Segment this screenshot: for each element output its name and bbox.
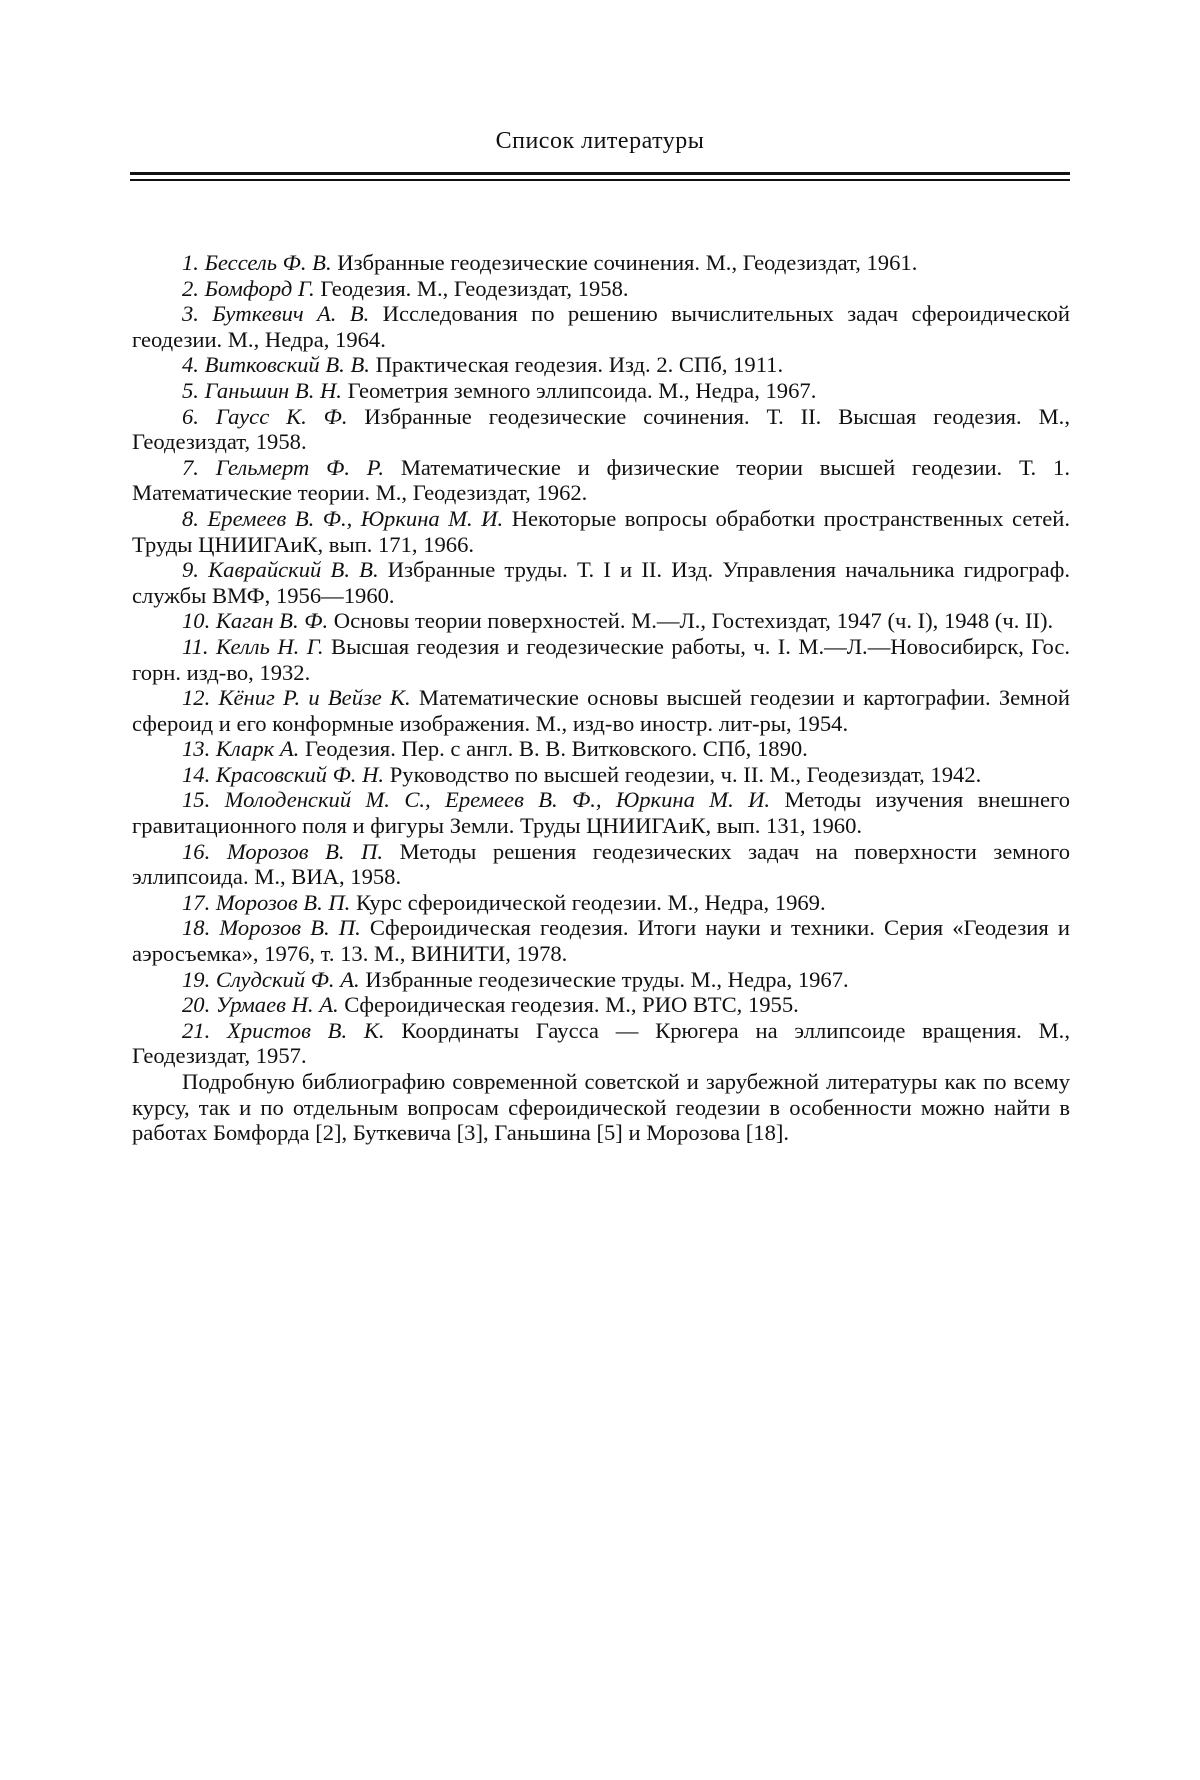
reference-author: Кларк А. (216, 736, 299, 761)
reference-author: Ганьшин В. Н. (205, 378, 342, 403)
reference-number: 7. (182, 455, 199, 480)
reference-author: Молоденский М. С., Еремеев В. Ф., Юркина М. И. (225, 787, 770, 812)
reference-text: Координаты Гаусса — Крюгера на эллипсоиде вращения. М., Геодезиздат, 1957. (132, 1018, 1070, 1069)
reference-author: Келль Н. Г. (216, 634, 324, 659)
reference-list (132, 250, 1070, 1146)
reference-number: 4. (182, 352, 199, 377)
reference-number: 13. (182, 736, 210, 761)
reference-text: Избранные геодезические сочинения. М., Геодезиздат, 1961. (337, 250, 917, 275)
reference-number: 11. (182, 634, 209, 659)
reference-item (132, 378, 1070, 404)
reference-author: Гаусс К. Ф. (216, 404, 348, 429)
reference-text: Математические и физические теории высшей геодезии. Т. 1. Математические теории. М., Геодезиздат, 1962. (132, 455, 1070, 506)
reference-text: Исследования по решению вычислительных задач сфероидической геодезии. М., Недра, 1964. (132, 301, 1070, 352)
reference-text: Руководство по высшей геодезии, ч. II. М., Геодезиздат, 1942. (390, 762, 982, 787)
reference-item (132, 634, 1070, 685)
document-page (0, 0, 1200, 1780)
reference-item (132, 352, 1070, 378)
reference-text: Избранные геодезические труды. М., Недра, 1967. (365, 967, 848, 992)
reference-text: Сфероидическая геодезия. Итоги науки и техники. Серия «Геодезия и аэросъемка», 1976, т. 13. М., ВИНИТИ, 1978. (132, 915, 1070, 966)
reference-author: Морозов В. П. (227, 839, 383, 864)
reference-author: Кёниг Р. и Вейзе К. (218, 685, 410, 710)
reference-number: 19. (182, 967, 210, 992)
reference-item (132, 736, 1070, 762)
reference-text: Геометрия земного эллипсоида. М., Недра, 1967. (348, 378, 817, 403)
reference-number: 1. (182, 250, 199, 275)
reference-item (132, 301, 1070, 352)
reference-item (132, 506, 1070, 557)
reference-text: Геодезия. Пер. с англ. В. В. Витковского. СПб, 1890. (305, 736, 808, 761)
reference-author: Морозов В. П. (219, 915, 360, 940)
reference-number: 8. (182, 506, 199, 531)
reference-number: 15. (182, 787, 210, 812)
reference-number: 14. (182, 762, 210, 787)
header-rule-bottom (130, 179, 1070, 181)
reference-number: 16. (182, 839, 210, 864)
reference-item (132, 276, 1070, 302)
reference-text: Математические основы высшей геодезии и картографии. Земной сфероид и его конформные изображения. М., изд-во иностр. лит-ры, 1954. (132, 685, 1070, 736)
reference-item (132, 992, 1070, 1018)
reference-author: Витковский В. В. (205, 352, 370, 377)
reference-text: Методы решения геодезических задач на поверхности земного эллипсоида. М., ВИА, 1958. (132, 839, 1070, 890)
reference-item (132, 608, 1070, 634)
page-title: Список литературы (130, 128, 1070, 155)
reference-item (132, 839, 1070, 890)
reference-number: 9. (182, 557, 199, 582)
reference-author: Каган В. Ф. (216, 608, 328, 633)
reference-number: 20. (182, 992, 210, 1017)
reference-author: Красовский Ф. Н. (216, 762, 384, 787)
reference-text: Методы изучения внешнего гравитационного поля и фигуры Земли. Труды ЦНИИГАиК, вып. 131, 1960. (132, 787, 1070, 838)
reference-item (132, 915, 1070, 966)
reference-item (132, 1018, 1070, 1069)
reference-text: Некоторые вопросы обработки пространственных сетей. Труды ЦНИИГАиК, вып. 171, 1966. (132, 506, 1070, 557)
reference-text: Курс сфероидической геодезии. М., Недра, 1969. (356, 890, 826, 915)
bibliography-note: Подробную библиографию современной советской и зарубежной литературы как по всему курсу, так и по отдельным вопросам сфероидической геодезии в особенности можно найти в работах Бомфорда [2], Буткевича [3], Ганьшина [5] и Морозова [18]. (132, 1069, 1070, 1146)
reference-number: 2. (182, 276, 199, 301)
reference-author: Гельмерт Ф. Р. (216, 455, 384, 480)
reference-author: Еремеев В. Ф., Юркина М. И. (207, 506, 503, 531)
reference-author: Христов В. К. (227, 1018, 385, 1043)
reference-number: 12. (182, 685, 210, 710)
reference-author: Бомфорд Г. (205, 276, 315, 301)
reference-author: Урмаев Н. А. (216, 992, 339, 1017)
reference-number: 6. (182, 404, 199, 429)
reference-author: Морозов В. П. (216, 890, 350, 915)
reference-item (132, 404, 1070, 455)
reference-item (132, 762, 1070, 788)
reference-item (132, 787, 1070, 838)
header-rule-top (130, 172, 1070, 175)
reference-number: 18. (182, 915, 210, 940)
reference-item (132, 557, 1070, 608)
reference-number: 21. (182, 1018, 210, 1043)
reference-number: 17. (182, 890, 210, 915)
reference-text: Сфероидическая геодезия. М., РИО ВТС, 1955. (344, 992, 799, 1017)
reference-text: Геодезия. М., Геодезиздат, 1958. (320, 276, 628, 301)
reference-item (132, 250, 1070, 276)
reference-author: Каврайский В. В. (208, 557, 378, 582)
reference-author: Буткевич А. В. (212, 301, 369, 326)
reference-number: 10. (182, 608, 210, 633)
reference-text: Избранные труды. Т. I и II. Изд. Управления начальника гидрограф. службы ВМФ, 1956—1960. (132, 557, 1070, 608)
reference-author: Слудский Ф. А. (216, 967, 360, 992)
reference-text: Избранные геодезические сочинения. Т. II. Высшая геодезия. М., Геодезиздат, 1958. (132, 404, 1070, 455)
reference-item (132, 455, 1070, 506)
reference-item (132, 685, 1070, 736)
reference-item (132, 967, 1070, 993)
reference-author: Бессель Ф. В. (205, 250, 332, 275)
reference-number: 5. (182, 378, 199, 403)
reference-text: Основы теории поверхностей. М.—Л., Гостехиздат, 1947 (ч. I), 1948 (ч. II). (334, 608, 1053, 633)
reference-text: Высшая геодезия и геодезические работы, ч. I. М.—Л.—Новосибирск, Гос. горн. изд-во, 1932. (132, 634, 1070, 685)
reference-item (132, 890, 1070, 916)
reference-text: Практическая геодезия. Изд. 2. СПб, 1911. (376, 352, 784, 377)
reference-number: 3. (182, 301, 199, 326)
